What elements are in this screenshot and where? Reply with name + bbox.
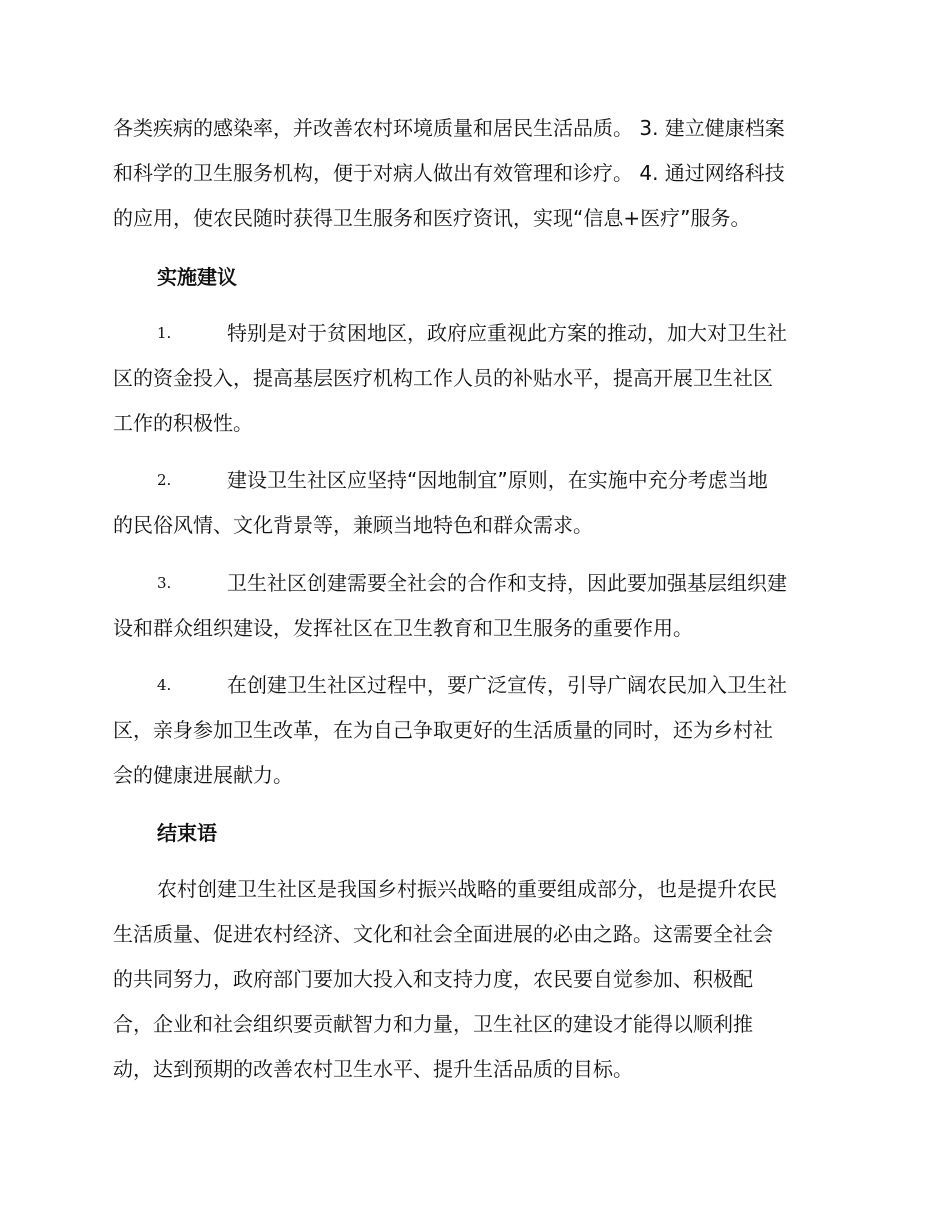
intro-line: 和科学的卫生服务机构，便于对病人做出有效管理和诊疗。 4. 通过网络科技: [113, 161, 785, 185]
suggestion-item-3: [113, 561, 837, 651]
item-number: 3.: [157, 574, 172, 592]
conclusion-line: 的共同努力，政府部门要加大投入和支持力度，农民要自觉参加、积极配: [113, 967, 753, 991]
item-number: 4.: [157, 676, 172, 694]
item-line: 工作的积极性。: [113, 411, 253, 435]
intro-paragraph: [113, 106, 837, 241]
suggestion-item-4: [113, 663, 837, 798]
conclusion-line: 合，企业和社会组织要贡献智力和力量，卫生社区的建设才能得以顺利推: [113, 1012, 753, 1036]
section-heading-suggestions: 实施建议: [157, 265, 237, 289]
item-line: 建设卫生社区应坚持“因地制宜”原则，在实施中充分考虑当地: [227, 468, 768, 492]
suggestion-item-1: [113, 311, 837, 446]
item-line: 区，亲身参加卫生改革，在为自己争取更好的生活质量的同时，还为乡村社: [113, 718, 773, 742]
conclusion-paragraph: [113, 867, 837, 1092]
item-line: 的民俗风情、文化背景等，兼顾当地特色和群众需求。: [113, 513, 593, 537]
item-line: 区的资金投入，提高基层医疗机构工作人员的补贴水平，提高开展卫生社区: [113, 366, 773, 390]
item-line: 设和群众组织建设，发挥社区在卫生教育和卫生服务的重要作用。: [113, 616, 693, 640]
item-line: 会的健康进展献力。: [113, 763, 293, 787]
intro-line: 各类疾病的感染率，并改善农村环境质量和居民生活品质。 3. 建立健康档案: [113, 116, 785, 140]
item-line: 在创建卫生社区过程中，要广泛宣传，引导广阔农民加入卫生社: [227, 673, 787, 697]
item-number: 1.: [157, 324, 172, 342]
item-line: 卫生社区创建需要全社会的合作和支持，因此要加强基层组织建: [227, 571, 787, 595]
conclusion-line: 动，达到预期的改善农村卫生水平、提升生活品质的目标。: [113, 1057, 633, 1081]
conclusion-line: 农村创建卫生社区是我国乡村振兴战略的重要组成部分，也是提升农民: [157, 877, 777, 901]
conclusion-line: 生活质量、促进农村经济、文化和社会全面进展的必由之路。这需要全社会: [113, 922, 773, 946]
item-number: 2.: [157, 471, 172, 489]
intro-line: 的应用，使农民随时获得卫生服务和医疗资讯，实现“信息+医疗”服务。: [113, 206, 751, 230]
item-line: 特别是对于贫困地区，政府应重视此方案的推动，加大对卫生社: [227, 321, 787, 345]
suggestion-item-2: [113, 458, 837, 548]
section-heading-conclusion: 结束语: [157, 821, 217, 845]
